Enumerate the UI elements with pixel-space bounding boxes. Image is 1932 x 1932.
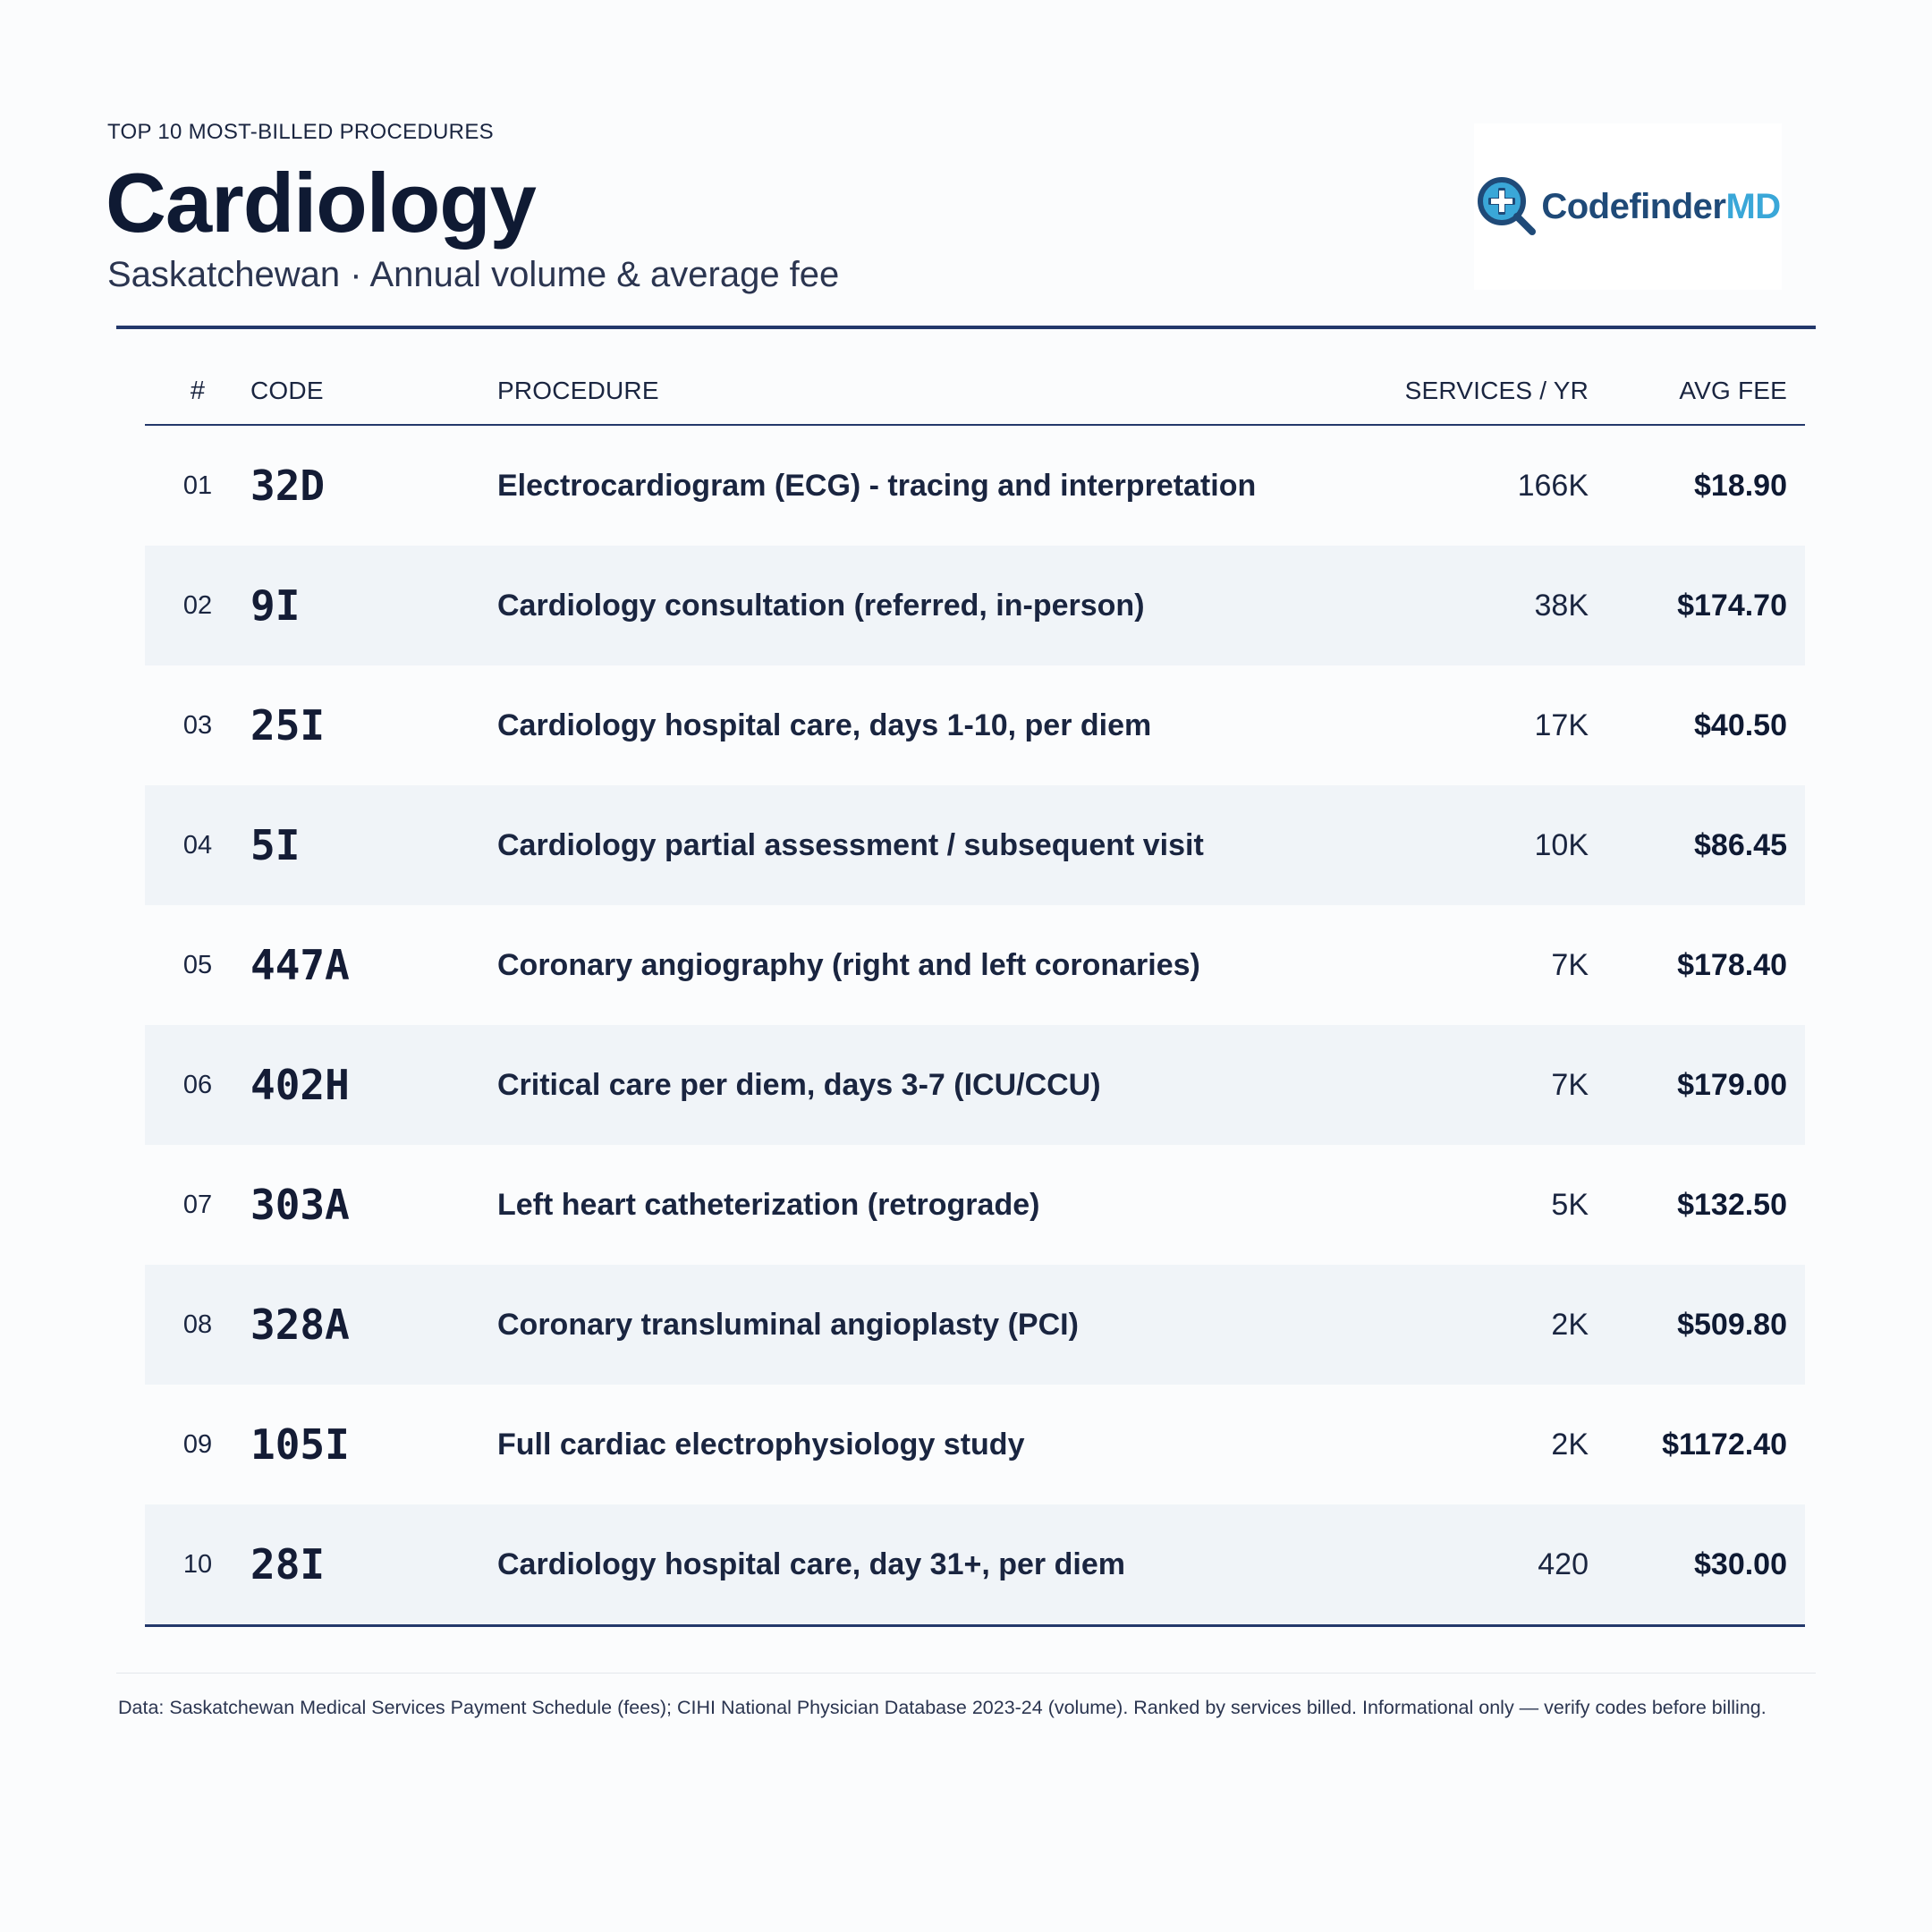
row-fee: $1172.40: [1662, 1428, 1787, 1462]
row-fee: $178.40: [1677, 948, 1787, 982]
footer-divider: [116, 1673, 1816, 1674]
logo-wordmark-part1: Codefinder: [1541, 186, 1726, 226]
table-row: [145, 785, 1805, 905]
row-procedure: Electrocardiogram (ECG) - tracing and interpretation: [497, 468, 1257, 503]
row-rank: 09: [182, 1429, 213, 1459]
logo-wordmark: [1541, 187, 1780, 227]
row-procedure: Cardiology hospital care, day 31+, per diem: [497, 1504, 1392, 1626]
table-row: [145, 546, 1805, 665]
row-code: 303A: [250, 1181, 350, 1229]
data-source-footnote: Data: Saskatchewan Medical Services Payment Schedule (fees); CIHI National Physician Database 2023-24 (volume). Ranked by services billed. Informational only — verify codes before billing.: [118, 1697, 1767, 1718]
row-services: 17K: [1534, 708, 1589, 742]
row-code: 447A: [250, 941, 350, 989]
row-code: 328A: [250, 1265, 497, 1385]
row-services: 7K: [1392, 1025, 1589, 1145]
row-fee: $30.00: [1589, 1504, 1805, 1626]
row-services: 5K: [1551, 1187, 1589, 1222]
column-header-services: SERVICES / YR: [1392, 358, 1589, 425]
row-procedure: Cardiology consultation (referred, in-person): [497, 546, 1392, 665]
table-header-row: [145, 358, 1805, 425]
row-procedure: Critical care per diem, days 3-7 (ICU/CCU): [497, 1025, 1392, 1145]
table-row: [145, 1385, 1805, 1504]
row-fee: $40.50: [1694, 708, 1787, 742]
row-services: 38K: [1392, 546, 1589, 665]
row-procedure: Coronary angiography (right and left coronaries): [497, 947, 1200, 982]
page-subtitle: Saskatchewan · Annual volume & average fee: [107, 255, 840, 294]
row-fee: $132.50: [1677, 1188, 1787, 1222]
column-header-rank: #: [145, 358, 250, 425]
column-header-procedure: PROCEDURE: [497, 358, 1392, 425]
row-procedure: Cardiology hospital care, days 1-10, per diem: [497, 708, 1152, 742]
row-fee: $509.80: [1589, 1265, 1805, 1385]
column-header-fee: AVG FEE: [1589, 358, 1805, 425]
column-header-code: CODE: [250, 358, 497, 425]
row-fee: $86.45: [1589, 785, 1805, 905]
row-rank: 03: [182, 710, 213, 740]
row-code: 25I: [250, 701, 326, 750]
eyebrow-label: TOP 10 MOST-BILLED PROCEDURES: [107, 120, 494, 144]
row-services: 2K: [1551, 1427, 1589, 1462]
row-fee: $18.90: [1694, 469, 1787, 503]
row-code: 32D: [250, 462, 326, 510]
header-divider: [116, 326, 1816, 329]
row-services: 7K: [1551, 947, 1589, 982]
row-procedure: Full cardiac electrophysiology study: [497, 1427, 1025, 1462]
table-row: [145, 1145, 1805, 1265]
row-rank: 04: [145, 785, 250, 905]
row-procedure: Coronary transluminal angioplasty (PCI): [497, 1265, 1392, 1385]
page-title: Cardiology: [106, 156, 536, 250]
row-procedure: Left heart catheterization (retrograde): [497, 1187, 1040, 1222]
row-rank: 10: [145, 1504, 250, 1626]
row-rank: 02: [145, 546, 250, 665]
row-fee: $174.70: [1589, 546, 1805, 665]
table-row: [145, 665, 1805, 785]
row-rank: 06: [145, 1025, 250, 1145]
row-procedure: Cardiology partial assessment / subsequent visit: [497, 785, 1392, 905]
row-services: 166K: [1517, 468, 1589, 503]
table-row: [145, 905, 1805, 1025]
row-code: 105I: [250, 1420, 350, 1469]
table-row: [145, 425, 1805, 546]
row-rank: 07: [182, 1190, 213, 1219]
row-services: 10K: [1392, 785, 1589, 905]
row-services: 420: [1392, 1504, 1589, 1626]
codefindermd-logo: [1474, 123, 1782, 290]
magnifier-plus-icon: [1475, 174, 1539, 239]
table-row: [145, 1265, 1805, 1385]
row-rank: 08: [145, 1265, 250, 1385]
procedures-table: [145, 358, 1805, 1627]
logo-wordmark-part2: MD: [1725, 186, 1781, 226]
table-row: [145, 1025, 1805, 1145]
row-rank: 01: [182, 470, 213, 500]
row-fee: $179.00: [1589, 1025, 1805, 1145]
row-code: 9I: [250, 546, 497, 665]
row-code: 28I: [250, 1504, 497, 1626]
row-services: 2K: [1392, 1265, 1589, 1385]
row-code: 402H: [250, 1025, 497, 1145]
row-rank: 05: [182, 950, 213, 979]
table-row: [145, 1504, 1805, 1626]
row-code: 5I: [250, 785, 497, 905]
